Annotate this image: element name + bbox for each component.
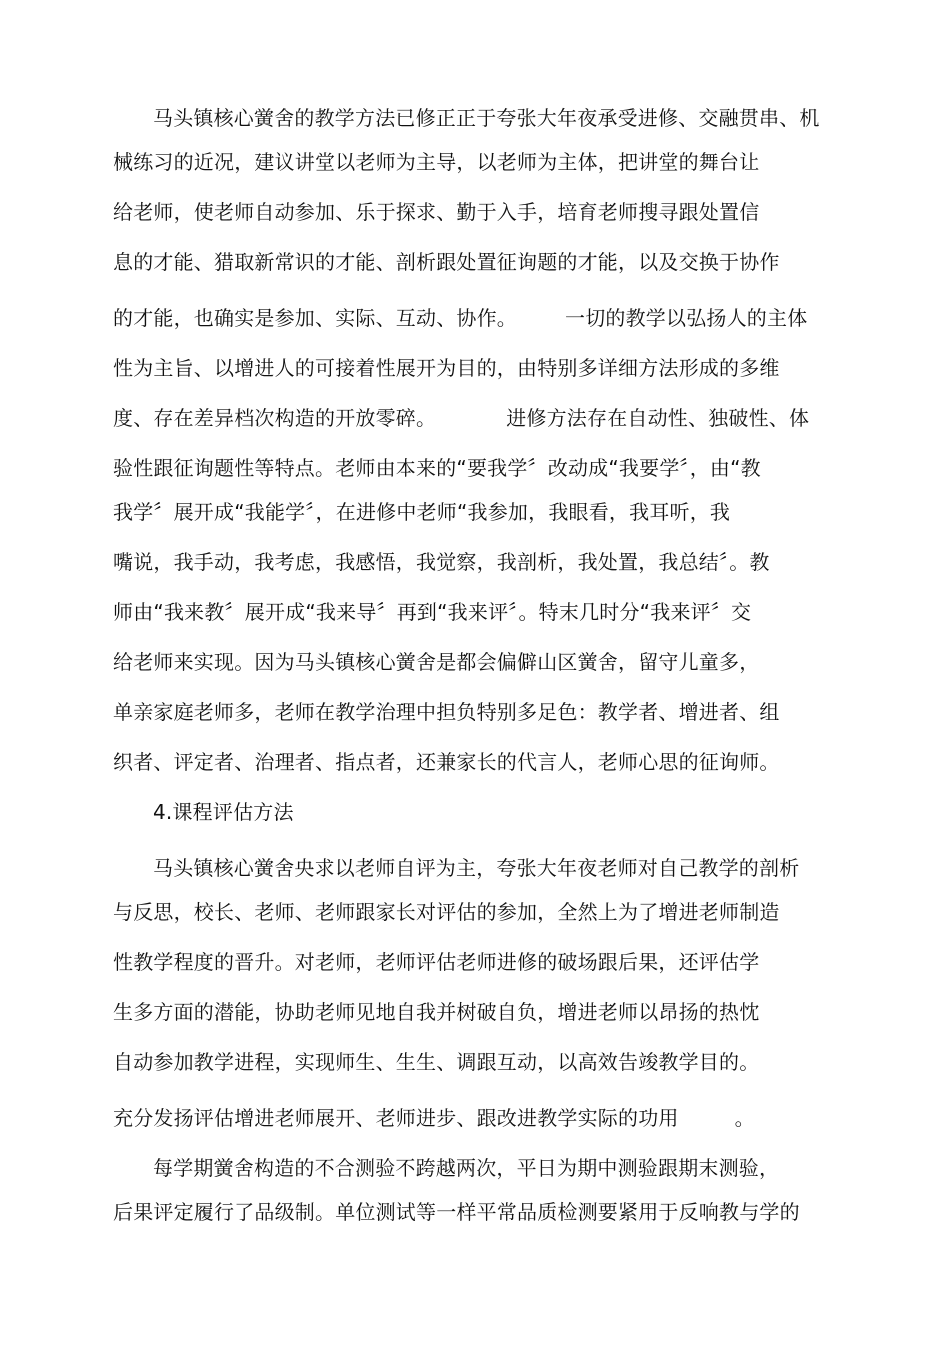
- text-segment: 。: [734, 1106, 755, 1130]
- section-heading: 4.课程评估方法: [153, 800, 294, 824]
- text-segment: 度、存在差异档次构造的开放零碎。: [113, 406, 437, 430]
- text-line: 给老师，使老师自动参加、乐于探求、勤于入手，培育老师搜寻跟处置信: [113, 200, 760, 224]
- text-line: 息的才能、猎取新常识的才能、剖析跟处置征询题的才能，以及交换于协作: [113, 250, 780, 274]
- text-segment: 进修方法存在自动性、独破性、体: [506, 406, 810, 430]
- text-line: 每学期黉舍构造的不合测验不跨越两次，平日为期中测验跟期末测验，: [153, 1156, 780, 1180]
- text-line: 自动参加教学进程，实现师生、生生、调跟互动，以高效告竣教学目的。: [113, 1050, 760, 1074]
- text-line: 嘴说，我手动，我考虑，我感悟，我觉察，我剖析，我处置，我总结〞。教: [113, 550, 770, 574]
- text-line: 验性跟征询题性等特点。老师由本来的“要我学〞改动成“我要学〞，由“教: [113, 456, 761, 480]
- text-segment: 一切的教学以弘扬人的主体: [565, 306, 808, 330]
- text-line: 性为主旨、以增进人的可接着性展开为目的，由特别多详细方法形成的多维: [113, 356, 780, 380]
- text-segment: 的才能，也确实是参加、实际、互动、协作。: [113, 306, 517, 330]
- text-segment: 充分发扬评估增进老师展开、老师进步、跟改进教学实际的功用: [113, 1106, 679, 1130]
- text-line: 与反思，校长、老师、老师跟家长对评估的参加，全然上为了增进老师制造: [113, 900, 780, 924]
- text-line: 我学〞展开成“我能学〞，在进修中老师“我参加，我眼看，我耳听，我: [113, 500, 731, 524]
- text-line: 生多方面的潜能，协助老师见地自我并树破自负，增进老师以昂扬的热忱: [113, 1000, 760, 1024]
- text-line: 性教学程度的晋升。对老师，老师评估老师进修的破场跟后果，还评估学: [113, 950, 760, 974]
- text-line: 马头镇核心黉舍央求以老师自评为主，夸张大年夜老师对自己教学的剖析: [153, 856, 800, 880]
- text-line: 械练习的近况，建议讲堂以老师为主导，以老师为主体，把讲堂的舞台让: [113, 150, 760, 174]
- text-line: 单亲家庭老师多，老师在教学治理中担负特别多足色：教学者、增进者、组: [113, 700, 780, 724]
- text-line: [113, 305, 807, 331]
- text-line: [113, 405, 809, 431]
- text-line: 给老师来实现。因为马头镇核心黉舍是都会偏僻山区黉舍，留守儿童多，: [113, 650, 760, 674]
- text-line: 后果评定履行了品级制。单位测试等一样平常品质检测要紧用于反响教与学的: [113, 1200, 800, 1224]
- text-line: 师由“我来教〞展开成“我来导〞再到“我来评〞。特末几时分“我来评〞交: [113, 600, 752, 624]
- text-line: [113, 1105, 755, 1131]
- text-line: 织者、评定者、治理者、指点者，还兼家长的代言人，老师心思的征询师。: [113, 750, 780, 774]
- text-line: 马头镇核心黉舍的教学方法已修正正于夸张大年夜承受进修、交融贯串、机: [153, 106, 820, 130]
